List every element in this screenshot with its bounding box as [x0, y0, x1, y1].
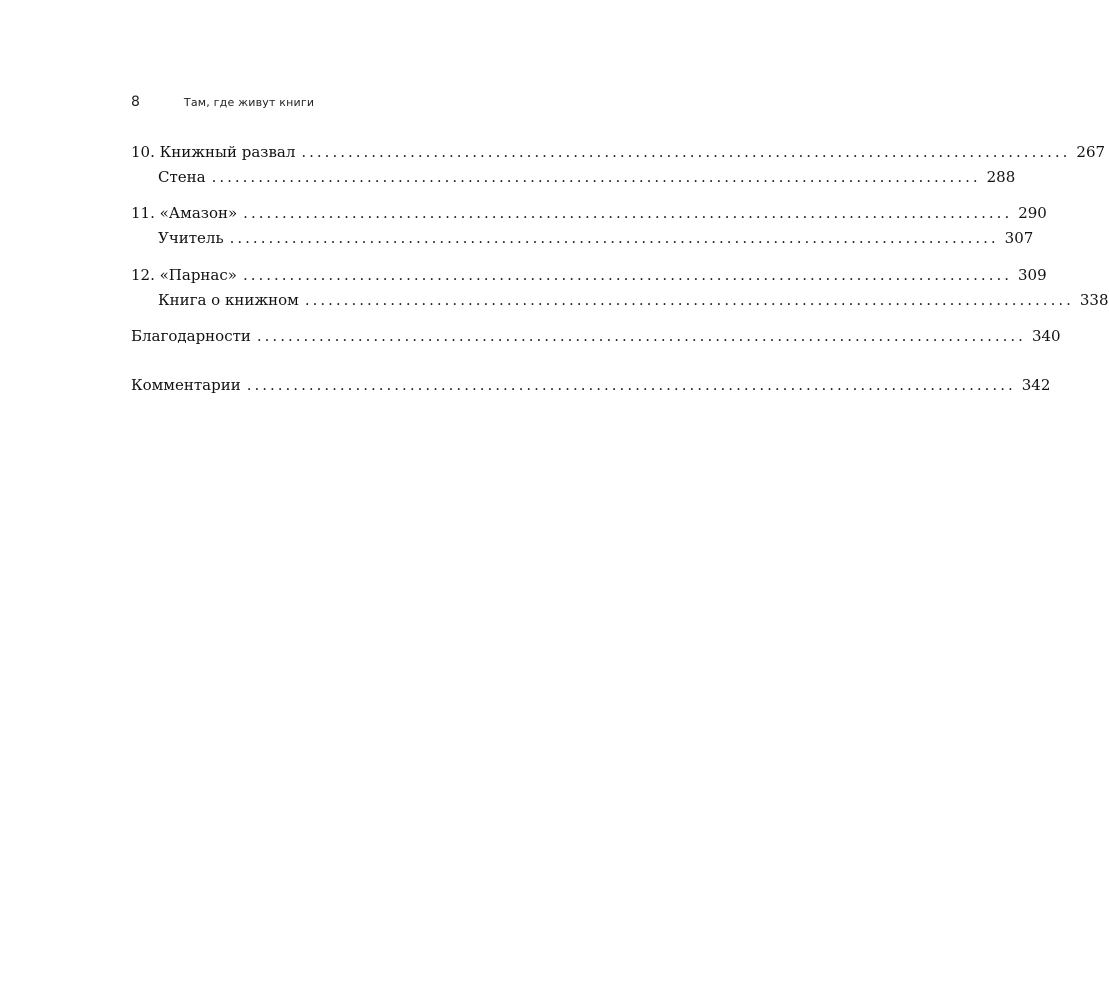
toc-entry-page: 307: [1004, 229, 1034, 247]
toc-entry-page: 288: [986, 168, 1016, 186]
dot-leader: ...................................................................................................: [211, 168, 981, 186]
running-head-title: Там, где живут книги: [183, 96, 315, 109]
dot-leader: ...................................................................................................: [243, 204, 1013, 222]
toc-entry-chapter-10[interactable]: [131, 140, 1106, 165]
toc-entry-chapter-11[interactable]: [131, 201, 1047, 226]
toc-entry-chapter-12[interactable]: [131, 263, 1047, 288]
toc-entry-label: 10. Книжный развал: [131, 143, 296, 161]
dot-leader: ...................................................................................................: [256, 327, 1026, 345]
toc-entry-page: 309: [1018, 266, 1047, 284]
toc-entry-page: 338: [1079, 291, 1109, 309]
toc-entry-label: Комментарии: [131, 376, 241, 394]
dot-leader: ...................................................................................................: [229, 229, 999, 247]
dot-leader: ...................................................................................................: [304, 291, 1074, 309]
toc-entry-acknowledgements[interactable]: [131, 324, 1061, 349]
toc-entry-stena[interactable]: [131, 165, 1016, 190]
toc-entry-label: Учитель: [158, 229, 224, 247]
toc-entry-label: 11. «Амазон»: [131, 204, 238, 222]
toc-entry-label: Стена: [158, 168, 206, 186]
dot-leader: ...................................................................................................: [301, 143, 1071, 161]
toc-entry-page: 340: [1031, 327, 1061, 345]
toc-entry-kniga-o-knizhnom[interactable]: [131, 288, 1109, 313]
toc-entry-label: Благодарности: [131, 327, 251, 345]
dot-leader: ...................................................................................................: [246, 376, 1016, 394]
toc-entry-comments[interactable]: [131, 373, 1051, 398]
table-of-contents: [131, 140, 1109, 398]
toc-entry-page: 267: [1076, 143, 1106, 161]
toc-entry-page: 290: [1018, 204, 1047, 222]
page-number: 8: [131, 94, 140, 110]
toc-entry-uchitel[interactable]: [131, 226, 1034, 251]
running-head: [131, 94, 314, 110]
toc-entry-label: 12. «Парнас»: [131, 266, 237, 284]
toc-entry-label: Книга о книжном: [158, 291, 299, 309]
dot-leader: ...................................................................................................: [242, 266, 1012, 284]
toc-entry-page: 342: [1021, 376, 1051, 394]
